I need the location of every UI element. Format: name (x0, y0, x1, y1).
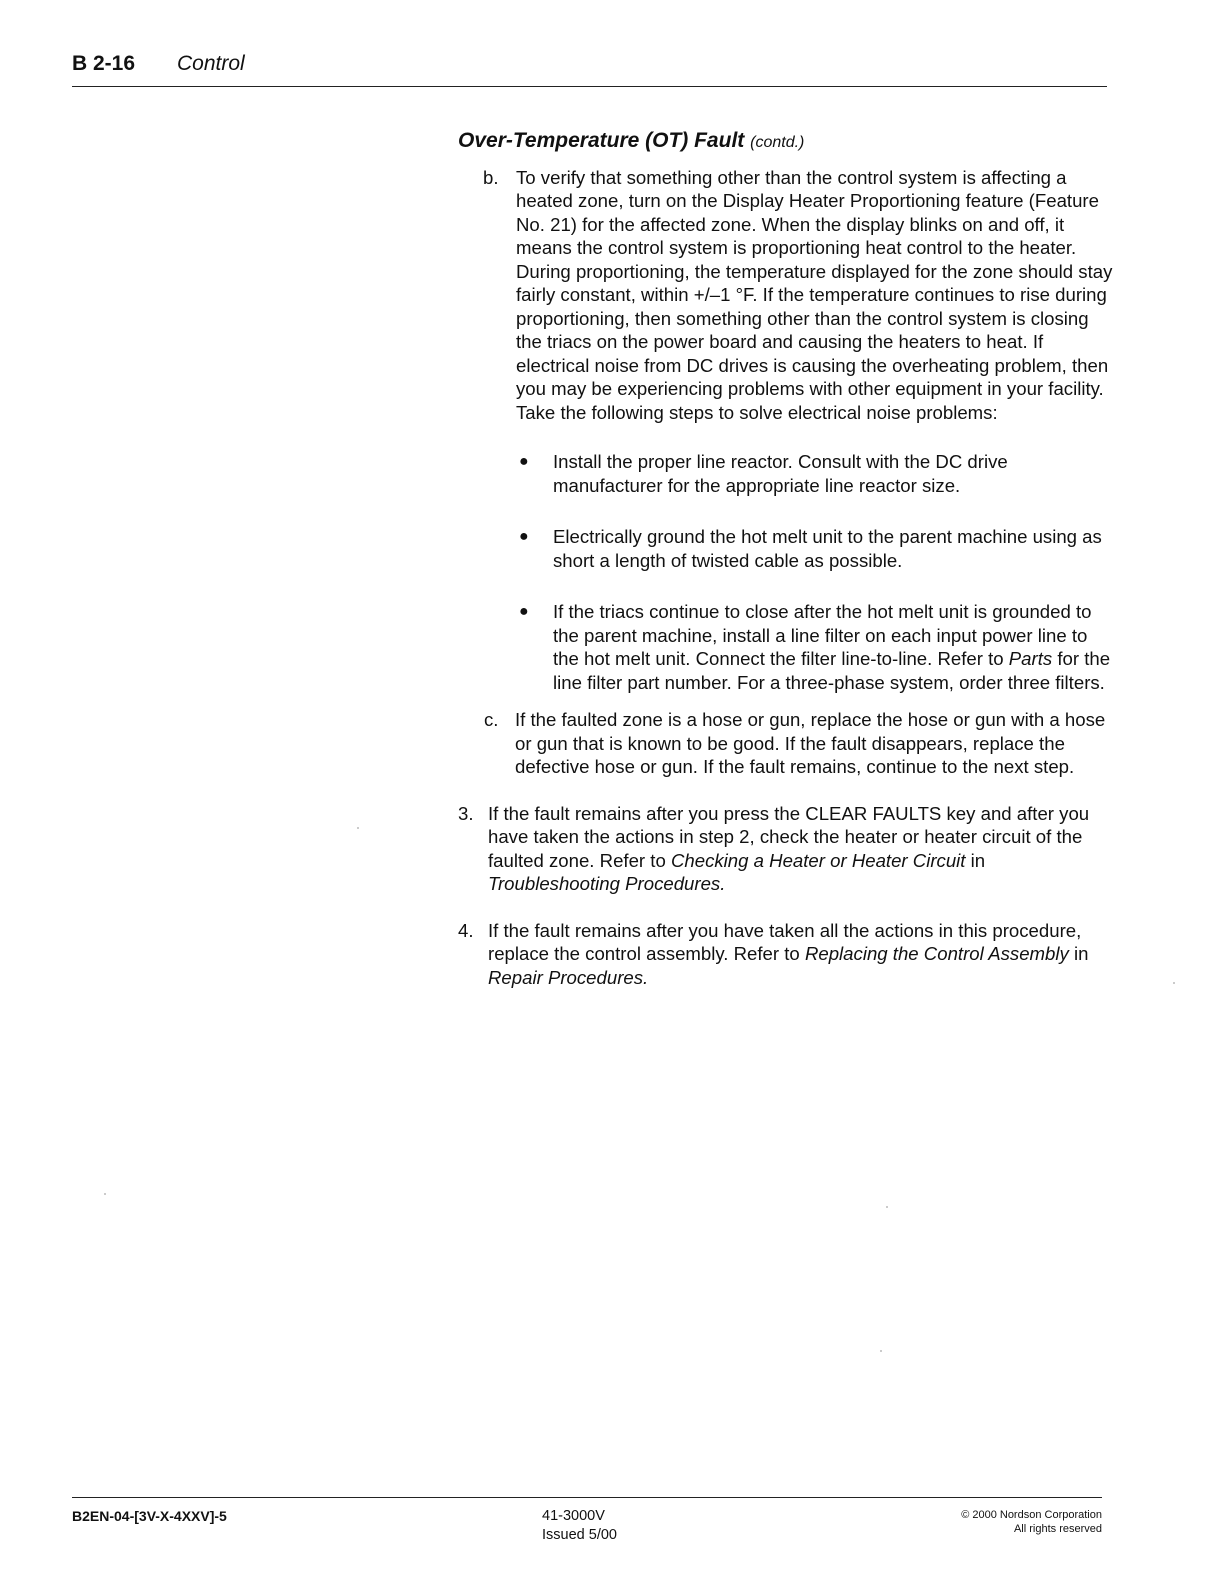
step-4-text-part: If the fault remains after you have taken all the actions in this procedure, replace the control assembly. Refer to (488, 919, 1082, 964)
step-4-text (488, 919, 1118, 990)
bullet-dot-icon: ● (519, 528, 529, 545)
main-content (458, 129, 1118, 989)
scan-speck (1173, 982, 1175, 984)
substep-c-marker: c. (484, 709, 499, 730)
scan-speck (886, 1206, 888, 1208)
scan-speck (880, 1350, 882, 1352)
parts-reference: Parts (1008, 648, 1053, 669)
footer-copyright (961, 1508, 1102, 1536)
step-3-text-part: in (965, 849, 986, 871)
document-code: B2EN-04-[3V-X-4XXV]-5 (72, 1508, 227, 1524)
bullet-dot-icon: ● (519, 603, 529, 620)
page-header (72, 52, 1107, 87)
step-3-text (488, 802, 1118, 896)
section-title: Control (177, 52, 245, 75)
bullet-item (458, 525, 1118, 572)
rights-text: All rights reserved (1013, 1523, 1102, 1535)
section-heading (458, 129, 1118, 155)
bullet-text-part: If the triacs continue to close after the hot melt unit is grounded to the parent machine, install a line filter on each input power line to the hot melt unit. Connect the filter line-to-line. Refer to (553, 601, 1092, 669)
heading-title: Over-Temperature (OT) Fault (458, 129, 745, 152)
heater-check-reference: Checking a Heater or Heater Circuit (670, 849, 966, 871)
heading-suffix: (contd.) (750, 134, 805, 151)
bullet-text-part: for the line filter part number. For a three-phase system, order three filters. (553, 648, 1111, 693)
step-4 (458, 919, 1118, 990)
scan-speck (104, 1193, 106, 1195)
bullet-text (553, 600, 1118, 694)
bullet-dot-icon: ● (519, 453, 529, 470)
copyright-text: © 2000 Nordson Corporation (961, 1509, 1102, 1521)
control-assembly-reference: Replacing the Control Assembly (804, 943, 1069, 964)
substep-c-text: If the faulted zone is a hose or gun, replace the hose or gun with a hose or gun that is known to be good. If the fault disappears, replace the defective hose or gun. If the fault remains, continue to the next step. (515, 709, 1106, 777)
part-number: 41-3000V (542, 1508, 605, 1524)
step-4-marker: 4. (458, 919, 474, 941)
bullet-item (458, 600, 1118, 694)
page-number: B 2-16 (72, 52, 136, 75)
substep-b-marker: b. (483, 166, 499, 188)
bullet-text: Install the proper line reactor. Consult with the DC drive manufacturer for the appropriate line reactor size. (553, 451, 1008, 496)
page-footer (72, 1497, 1102, 1558)
scan-speck (357, 827, 359, 829)
bullet-item (458, 450, 1118, 497)
repair-procedures-reference: Repair Procedures. (488, 966, 649, 988)
footer-center (542, 1507, 617, 1545)
issue-date: Issued 5/00 (542, 1527, 617, 1543)
troubleshooting-reference: Troubleshooting Procedures. (488, 873, 726, 894)
step-3-marker: 3. (458, 802, 474, 824)
step-4-text-part: in (1068, 943, 1089, 964)
bullet-list (458, 450, 1118, 694)
step-3 (458, 802, 1118, 896)
substep-c (458, 708, 1118, 779)
substep-b-text: To verify that something other than the control system is affecting a heated zone, turn on the Display Heater Proportioning feature (Feature No. 21) for the affected zone. When the display blinks on and off, it means the control system is proportioning heat control to the heater. During proportioning, the temperature displayed for the zone should stay fairly constant, within +/–1 °F. If the temperature continues to rise during proportioning, then something other than the control system is closing the triacs on the power board and causing the heaters to heat. If electrical noise from DC drives is causing the overheating problem, then you may be experiencing problems with other equipment in your facility. Take the following steps to solve electrical noise problems: (516, 166, 1113, 423)
substep-b (458, 166, 1118, 425)
step-3-text-part: If the fault remains after you press the CLEAR FAULTS key and after you have taken the actions in step 2, check the heater or heater circuit of the faulted zone. Refer to (488, 802, 1090, 871)
bullet-text: Electrically ground the hot melt unit to the parent machine using as short a length of twisted cable as possible. (553, 526, 1102, 571)
